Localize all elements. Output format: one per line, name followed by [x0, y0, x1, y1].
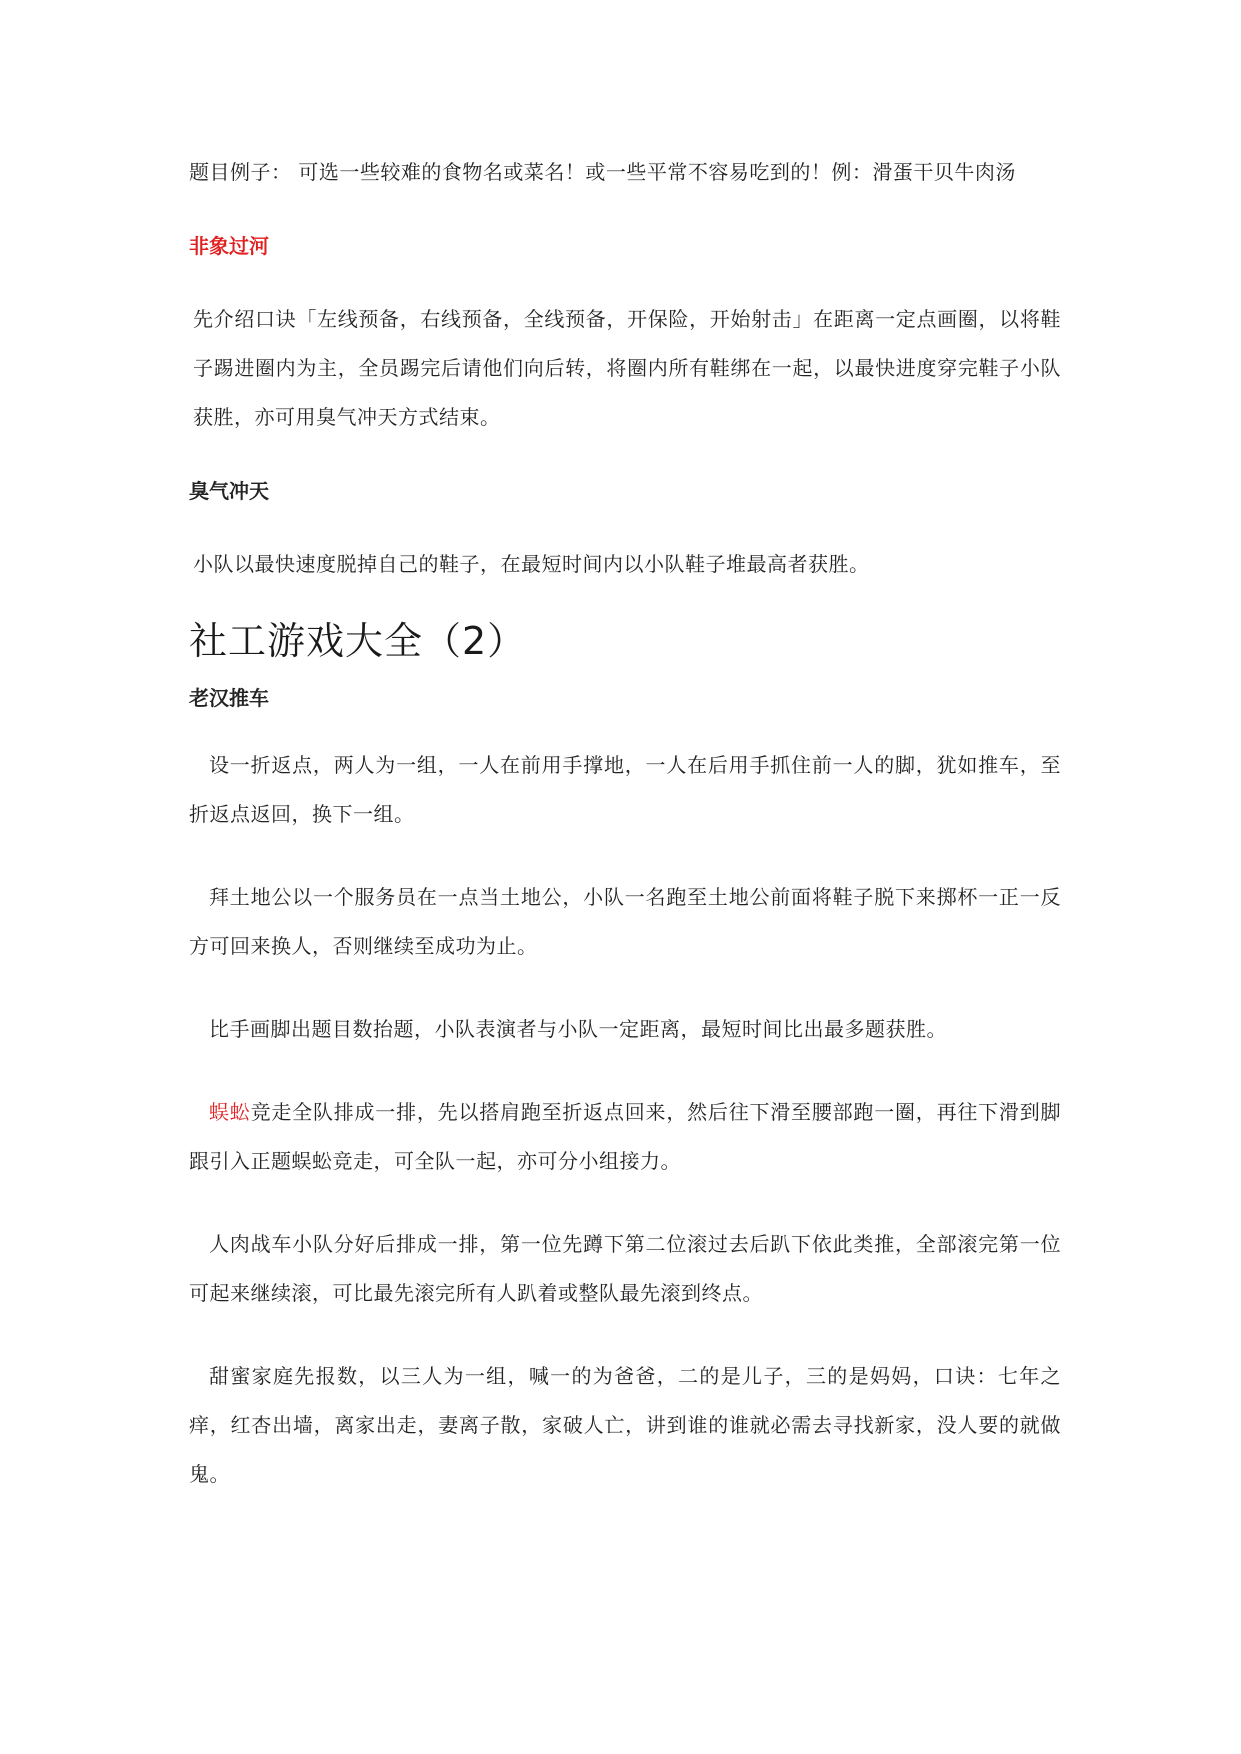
document-page [189, 148, 1061, 1499]
section-laohan [189, 683, 1061, 839]
section-chouqi [189, 476, 1061, 589]
section-title-laohan: 老汉推车 [189, 686, 269, 710]
section-feixiang [189, 231, 1061, 442]
game-text: 以一个服务员在一点当土地公，小队一名跑至土地公前面将鞋子脱下来掷杯一正一反方可回来换人，否则继续至成功为止。 [189, 885, 1062, 958]
game-paragraph [189, 1352, 1061, 1499]
game-text: 竞走全队排成一排，先以搭肩跑至折返点回来，然后往下滑至腰部跑一圈，再往下滑到脚跟引入正题蜈蚣竞走，可全队一起，亦可分小组接力。 [189, 1100, 1062, 1173]
intro-paragraph: 题目例子： 可选一些较难的食物名或菜名！或一些平常不容易吃到的！例：滑蛋干贝牛肉汤 [189, 160, 1016, 184]
game-text: 小队分好后排成一排，第一位先蹲下第二位滚过去后趴下依此类推，全部滚完第一位可起来继续滚，可比最先滚完所有人趴着或整队最先滚到终点。 [189, 1232, 1062, 1305]
game-name: 比手画脚 [209, 1017, 291, 1041]
game-name: 甜蜜家庭 [209, 1364, 295, 1388]
main-heading: 社工游戏大全（2） [189, 619, 527, 663]
game-paragraph [189, 1088, 1061, 1186]
section-body-feixiang: 先介绍口诀「左线预备，右线预备，全线预备，开保险，开始射击」在距离一定点画圈，以将鞋子踢进圈内为主，全员踢完后请他们向后转，将圈内所有鞋绑在一起，以最快进度穿完鞋子小队获胜，亦可用臭气冲天方式结束。 [193, 307, 1061, 429]
section-title-feixiang: 非象过河 [189, 234, 269, 258]
section-body-chouqi: 小队以最快速度脱掉自己的鞋子，在最短时间内以小队鞋子堆最高者获胜。 [193, 552, 870, 576]
game-name: 人肉战车 [209, 1232, 293, 1256]
section-body-laohan: 设一折返点，两人为一组，一人在前用手撑地，一人在后用手抓住前一人的脚，犹如推车，至折返点返回，换下一组。 [189, 753, 1061, 826]
game-paragraph [189, 1220, 1061, 1318]
game-paragraph [189, 873, 1061, 971]
game-name: 拜土地公 [209, 885, 293, 909]
game-name: 蜈蚣 [209, 1100, 251, 1124]
game-text: 先报数，以三人为一组，喊一的为爸爸，二的是儿子，三的是妈妈，口诀：七年之痒，红杏出墙，离家出走，妻离子散，家破人亡，讲到谁的谁就必需去寻找新家，没人要的就做鬼。 [189, 1364, 1062, 1486]
section-title-chouqi: 臭气冲天 [189, 479, 269, 503]
game-text: 出题目数抬题，小队表演者与小队一定距离，最短时间比出最多题获胜。 [291, 1017, 947, 1041]
game-paragraph [189, 1005, 1061, 1054]
